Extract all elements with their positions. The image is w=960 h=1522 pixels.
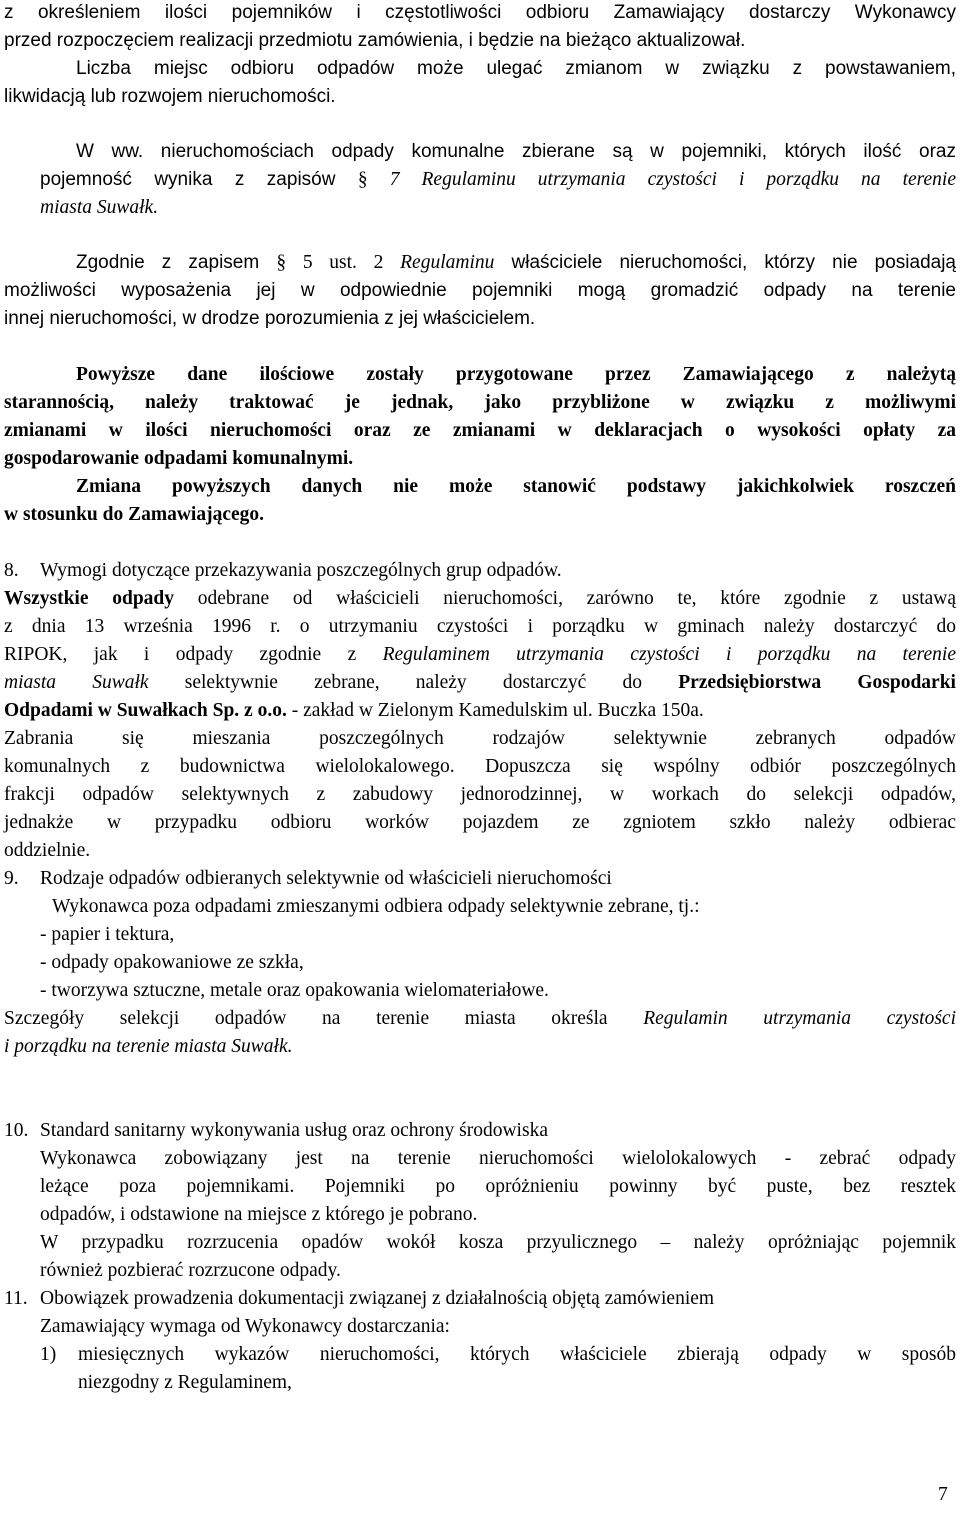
p2-city: miasta Suwałk. xyxy=(40,197,159,218)
s9-intro: Wykonawca poza odpadami zmieszanymi odbiera odpady selektywnie zebrane, tj.: xyxy=(52,896,700,917)
section-11-title: Obowiązek prowadzenia dokumentacji związanej z działalnością objętą zamówieniem xyxy=(40,1288,715,1309)
s9-regulation: Regulamin utrzymania czystości xyxy=(643,1008,956,1029)
s8-line-8: frakcji odpadów selektywnych z zabudowy jednorodzinnej, w workach do selekcji odpadów, xyxy=(4,784,956,805)
s8-line-4 xyxy=(4,672,956,694)
p1-line-1: z określeniem ilości pojemników i częstotliwości odbioru Zamawiający dostarczy Wykonawcy xyxy=(4,2,956,23)
s10-line-5: również pozbierać rozrzucone odpady. xyxy=(40,1260,341,1281)
section-8-title: Wymogi dotyczące przekazywania poszczególnych grup odpadów. xyxy=(40,560,562,581)
page-number: 7 xyxy=(938,1484,948,1505)
s11-item-1-line-1: miesięcznych wykazów nieruchomości, których właściciele zbierają odpady w sposób xyxy=(78,1344,956,1365)
s8-regulation: Regulaminem utrzymania czystości i porządku na terenie xyxy=(382,644,956,665)
section-sign: § xyxy=(276,252,287,273)
s8-company: Przedsiębiorstwa Gospodarki xyxy=(678,672,956,693)
p2-line-2 xyxy=(40,169,956,191)
p4-line-5: Zmiana powyższych danych nie może stanowić podstawy jakichkolwiek roszczeń xyxy=(76,476,956,497)
s8-text: RIPOK, jak i odpady zgodnie z xyxy=(4,644,383,665)
s11-item-1-line-2: niezgodny z Regulaminem, xyxy=(78,1372,292,1393)
s8-line-6: Zabrania się mieszania poszczególnych rodzajów selektywnie zebranych odpadów xyxy=(4,728,956,749)
s11-item-1-number: 1) xyxy=(40,1344,57,1365)
s9-regulation: i porządku na terenie miasta Suwałk. xyxy=(4,1036,293,1057)
s9-details-line-2 xyxy=(4,1036,293,1058)
s9-details-line-1 xyxy=(4,1008,956,1030)
section-10-title: Standard sanitarny wykonywania usług oraz ochrony środowiska xyxy=(40,1120,548,1141)
s8-text: odebrane od właścicieli nieruchomości, zarówno te, które zgodnie z ustawą xyxy=(174,588,956,609)
s8-bold-lead: Wszystkie odpady xyxy=(4,588,175,609)
s8-line-3 xyxy=(4,644,956,666)
s8-line-1 xyxy=(4,588,956,610)
p3-text-a: Zgodnie z zapisem xyxy=(76,252,277,273)
p4-line-6: w stosunku do Zamawiającego. xyxy=(4,504,265,525)
s8-line-5 xyxy=(4,700,704,722)
s8-text: selektywnie zebrane, należy dostarczyć do xyxy=(148,672,679,693)
s8-company: Odpadami w Suwałkach Sp. z o.o. xyxy=(4,700,287,721)
p2-text: pojemność wynika z zapisów xyxy=(40,169,358,190)
s8-line-10: oddzielnie. xyxy=(4,840,91,861)
section-sign: § xyxy=(357,169,368,190)
p3-line-3: innej nieruchomości, w drodze porozumienia z jej właścicielem. xyxy=(4,308,536,329)
p3-line-2: możliwości wyposażenia jej w odpowiednie pojemniki mogą gromadzić odpady na terenie xyxy=(4,280,956,301)
s9-list-item: - odpady opakowaniowe ze szkła, xyxy=(40,952,304,973)
p3-line-1 xyxy=(76,252,956,274)
s11-intro: Zamawiający wymaga od Wykonawcy dostarczania: xyxy=(40,1316,450,1337)
p2-regulation-ref: 7 Regulaminu utrzymania czystości i porządku na terenie xyxy=(389,169,956,190)
s9-list-item: - papier i tektura, xyxy=(40,924,175,945)
p4-line-3: zmianami w ilości nieruchomości oraz ze zmianami w deklaracjach o wysokości opłaty za xyxy=(4,420,956,441)
p1-line-4: likwidacją lub rozwojem nieruchomości. xyxy=(4,86,336,107)
s8-line-2: z dnia 13 września 1996 r. o utrzymaniu czystości i porządku w gminach należy dostarczyć do xyxy=(4,616,956,637)
s10-line-4: W przypadku rozrzucenia opadów wokół kosza przyulicznego – należy opróżniając pojemnik xyxy=(40,1232,956,1253)
p3-text-b: właściciele nieruchomości, którzy nie posiadają xyxy=(494,252,957,273)
s10-line-3: odpadów, i odstawione na miejsce z którego je pobrano. xyxy=(40,1204,478,1225)
s9-list-item: - tworzywa sztuczne, metale oraz opakowania wielomateriałowe. xyxy=(40,980,549,1001)
section-8-number: 8. xyxy=(4,560,19,581)
s10-line-1: Wykonawca zobowiązany jest na terenie nieruchomości wielolokalowych - zebrać odpady xyxy=(40,1148,956,1169)
p4-line-4: gospodarowanie odpadami komunalnymi. xyxy=(4,448,354,469)
section-9-title: Rodzaje odpadów odbieranych selektywnie od właścicieli nieruchomości xyxy=(40,868,612,889)
section-10-number: 10. xyxy=(4,1120,29,1141)
p3-regulation: Regulaminu xyxy=(400,252,495,273)
p1-line-3: Liczba miejsc odbioru odpadów może ulegać zmianom w związku z powstawaniem, xyxy=(76,58,956,79)
section-11-number: 11. xyxy=(4,1288,28,1309)
p4-line-2: starannością, należy traktować je jednak, jako przybliżone w związku z możliwymi xyxy=(4,392,956,413)
s8-city: miasta Suwałk xyxy=(4,672,149,693)
s10-line-2: leżące poza pojemnikami. Pojemniki po opróżnieniu powinny być puste, bez resztek xyxy=(40,1176,956,1197)
p2-line-3 xyxy=(40,197,158,219)
s8-line-9: jednakże w przypadku odbioru worków pojazdem ze zgniotem szkło należy odbierac xyxy=(4,812,956,833)
p1-line-2: przed rozpoczęciem realizacji przedmiotu zamówienia, i będzie na bieżąco aktualizował. xyxy=(4,30,746,51)
section-9-number: 9. xyxy=(4,868,19,889)
p2-line-1: W ww. nieruchomościach odpady komunalne zbierane są w pojemniki, których ilość oraz xyxy=(76,141,956,162)
p4-line-1: Powyższe dane ilościowe zostały przygotowane przez Zamawiającego z należytą xyxy=(76,364,956,385)
p3-section-ref: 5 ust. 2 xyxy=(302,252,401,273)
s9-text: Szczegóły selekcji odpadów na terenie miasta określa xyxy=(4,1008,644,1029)
s8-line-7: komunalnych z budownictwa wielolokalowego. Dopuszcza się wspólny odbiór poszczególnych xyxy=(4,756,956,777)
s8-text: - zakład w Zielonym Kamedulskim ul. Buczka 150a. xyxy=(286,700,704,721)
